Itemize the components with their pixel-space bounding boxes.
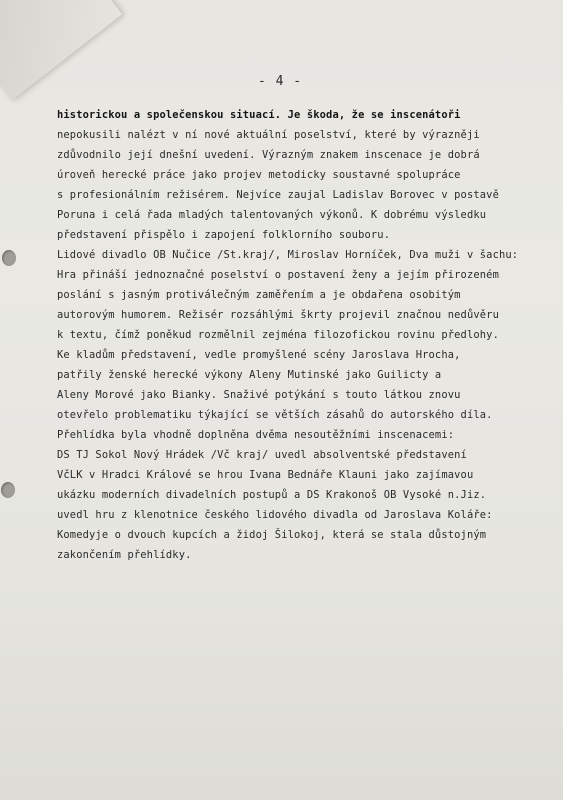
text-line: historickou a společenskou situací. Je škoda, že se inscenátoři [57, 109, 461, 121]
page-number: - 4 - [258, 74, 303, 89]
punch-hole [1, 482, 15, 498]
text-line: Aleny Morové jako Bianky. Snaživé potýkání s touto látkou znovu [57, 389, 461, 401]
text-line: uvedl hru z klenotnice českého lidového divadla od Jaroslava Koláře: [57, 509, 493, 521]
text-line: Ke kladům představení, vedle promyšlené scény Jaroslava Hrocha, [57, 349, 461, 361]
punch-hole [2, 250, 16, 266]
text-line: otevřelo problematiku týkající se větších zásahů do autorského díla. [57, 409, 493, 421]
text-line: ukázku moderních divadelních postupů a DS Krakonoš OB Vysoké n.Jiz. [57, 489, 487, 501]
text-line: úroveň herecké práce jako projev metodicky soustavné spolupráce [57, 169, 461, 181]
text-line: s profesionálním režisérem. Nejvíce zaujal Ladislav Borovec v postavě [57, 189, 499, 201]
text-line: VčLK v Hradci Králové se hrou Ivana Bednáře Klauni jako zajímavou [57, 469, 474, 481]
body-text [57, 105, 537, 565]
text-line: DS TJ Sokol Nový Hrádek /Vč kraj/ uvedl absolventské představení [57, 449, 467, 461]
text-line: Přehlídka byla vhodně doplněna dvěma nesoutěžními inscenacemi: [57, 429, 455, 441]
text-line: poslání s jasným protiválečným zaměřením a je obdařena osobitým [57, 289, 461, 301]
text-line: Hra přináší jednoznačné poselství o postavení ženy a jejím přirozeném [57, 269, 499, 281]
text-line: patřily ženské herecké výkony Aleny Mutinské jako Guilicty a [57, 369, 442, 381]
text-line: Lidové divadlo OB Nučice /St.kraj/, Miroslav Horníček, Dva muži v šachu: [57, 249, 519, 261]
text-line: představení přispělo i zapojení folklorního souboru. [57, 229, 391, 241]
text-line: nepokusili nalézt v ní nové aktuální poselství, které by výrazněji [57, 129, 480, 141]
text-line: k textu, čímž poněkud rozmělnil zejména filozofickou rovinu předlohy. [57, 329, 499, 341]
text-line: zdůvodnilo její dnešní uvedení. Výrazným znakem inscenace je dobrá [57, 149, 480, 161]
text-line: Komedyje o dvouch kupcích a židoj Šilokoj, která se stala důstojným [57, 529, 487, 541]
folded-corner [0, 0, 122, 100]
text-line: autorovým humorem. Režisér rozsáhlými škrty projevil značnou nedůvěru [57, 309, 499, 321]
text-line: Poruna i celá řada mladých talentovaných výkonů. K dobrému výsledku [57, 209, 487, 221]
text-line: zakončením přehlídky. [57, 549, 192, 561]
